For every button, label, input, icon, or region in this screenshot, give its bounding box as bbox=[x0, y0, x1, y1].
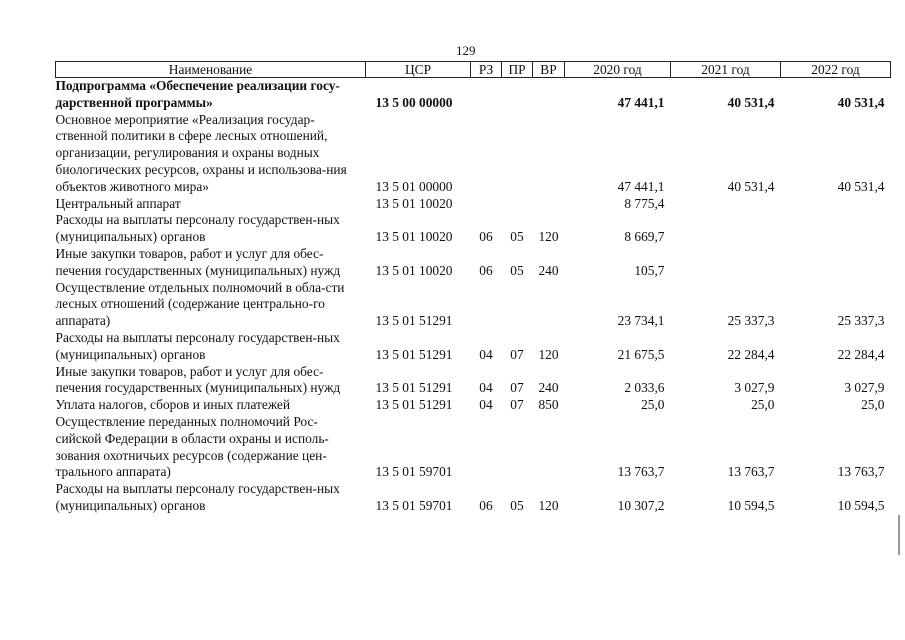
cell-pr bbox=[502, 414, 533, 481]
cell-2021: 25,0 bbox=[751, 397, 775, 413]
table-row bbox=[56, 397, 891, 414]
cell-2021: 40 531,4 bbox=[727, 94, 775, 110]
cell-2022: 22 284,4 bbox=[837, 346, 885, 362]
cell-pr: 05 bbox=[510, 262, 524, 278]
cell-2021: 13 763,7 bbox=[727, 464, 775, 480]
cell-csr: 13 5 01 59701 bbox=[375, 464, 453, 480]
cell-rz bbox=[471, 414, 502, 481]
cell-2021: 40 531,4 bbox=[727, 178, 775, 194]
cell-name: Уплата налогов, сборов и иных платежей bbox=[55, 397, 291, 413]
cell-csr: 13 5 01 59701 bbox=[375, 497, 453, 513]
header-rz: РЗ bbox=[471, 62, 502, 78]
cell-name: Основное мероприятие «Реализация государ-ственной политики в сфере лесных отношений, организации, регулирования и охраны водных биологических ресурсов, охраны и использова-ния объектов животного мира» bbox=[55, 111, 347, 194]
cell-2022: 3 027,9 bbox=[844, 380, 885, 396]
cell-2021: 10 594,5 bbox=[727, 497, 775, 513]
cell-csr: 13 5 01 10020 bbox=[375, 229, 453, 245]
table-row bbox=[56, 246, 891, 280]
cell-name: Расходы на выплаты персоналу государствен-ных (муниципальных) органов bbox=[55, 212, 340, 245]
cell-2021: 22 284,4 bbox=[727, 346, 775, 362]
cell-vr bbox=[533, 196, 565, 213]
scan-edge-mark bbox=[898, 515, 900, 555]
table-row bbox=[56, 364, 891, 398]
cell-pr: 07 bbox=[510, 380, 524, 396]
cell-rz bbox=[471, 280, 502, 330]
cell-vr bbox=[533, 414, 565, 481]
table-row bbox=[56, 78, 891, 112]
header-vr: ВР bbox=[533, 62, 565, 78]
cell-2022: 25 337,3 bbox=[837, 313, 885, 329]
cell-pr: 07 bbox=[510, 346, 524, 362]
cell-vr: 120 bbox=[538, 497, 559, 513]
table-row bbox=[56, 280, 891, 330]
cell-csr: 13 5 01 51291 bbox=[375, 397, 453, 413]
cell-2022: 25,0 bbox=[861, 397, 885, 413]
cell-pr bbox=[502, 78, 533, 112]
cell-2020: 8 669,7 bbox=[624, 229, 665, 245]
page-number: 129 bbox=[456, 43, 476, 58]
table-row bbox=[56, 112, 891, 196]
cell-pr: 05 bbox=[510, 229, 524, 245]
cell-name: Расходы на выплаты персоналу государствен-ных (муниципальных) органов bbox=[55, 329, 340, 362]
header-pr: ПР bbox=[502, 62, 533, 78]
cell-2020: 23 734,1 bbox=[617, 313, 665, 329]
cell-name: Осуществление отдельных полномочий в обла-сти лесных отношений (содержание центрально-го аппарата) bbox=[55, 279, 345, 329]
cell-2021 bbox=[671, 246, 781, 280]
cell-vr bbox=[533, 280, 565, 330]
cell-rz: 06 bbox=[479, 262, 493, 278]
cell-csr: 13 5 01 10020 bbox=[375, 262, 453, 278]
cell-name: Центральный аппарат bbox=[55, 195, 181, 211]
cell-name: Иные закупки товаров, работ и услуг для обес-печения государственных (муниципальных) нужд bbox=[55, 245, 341, 278]
cell-rz: 06 bbox=[479, 497, 493, 513]
cell-2020: 25,0 bbox=[641, 397, 665, 413]
cell-rz bbox=[471, 112, 502, 196]
cell-vr: 240 bbox=[538, 380, 559, 396]
cell-pr bbox=[502, 280, 533, 330]
cell-2020: 47 441,1 bbox=[617, 178, 665, 194]
cell-2020: 21 675,5 bbox=[617, 346, 665, 362]
cell-2022 bbox=[781, 212, 891, 246]
cell-csr: 13 5 01 00000 bbox=[375, 178, 453, 194]
table-row bbox=[56, 481, 891, 515]
cell-vr: 850 bbox=[538, 397, 559, 413]
cell-rz bbox=[471, 196, 502, 213]
cell-vr: 240 bbox=[538, 262, 559, 278]
cell-pr: 05 bbox=[510, 497, 524, 513]
cell-csr: 13 5 01 10020 bbox=[375, 195, 453, 211]
cell-rz: 06 bbox=[479, 229, 493, 245]
header-csr: ЦСР bbox=[366, 62, 471, 78]
cell-name: Подпрограмма «Обеспечение реализации госу-дарственной программы» bbox=[55, 78, 340, 110]
cell-2020: 10 307,2 bbox=[617, 497, 665, 513]
table-row bbox=[56, 330, 891, 364]
cell-csr: 13 5 01 51291 bbox=[375, 346, 453, 362]
cell-2020: 47 441,1 bbox=[617, 94, 665, 110]
cell-2022: 10 594,5 bbox=[837, 497, 885, 513]
cell-2020: 2 033,6 bbox=[624, 380, 665, 396]
header-row bbox=[56, 62, 891, 78]
cell-2021 bbox=[671, 196, 781, 213]
cell-2022: 13 763,7 bbox=[837, 464, 885, 480]
cell-vr: 120 bbox=[538, 229, 559, 245]
cell-rz bbox=[471, 78, 502, 112]
cell-pr: 07 bbox=[510, 397, 524, 413]
cell-2022: 40 531,4 bbox=[837, 94, 885, 110]
cell-rz: 04 bbox=[479, 346, 493, 362]
cell-name: Осуществление переданных полномочий Рос-сийской Федерации в области охраны и исполь-зования охотничьих ресурсов (содержание цен-трального аппарата) bbox=[55, 413, 329, 480]
cell-2022 bbox=[781, 246, 891, 280]
cell-vr: 120 bbox=[538, 346, 559, 362]
table-row bbox=[56, 196, 891, 213]
cell-vr bbox=[533, 78, 565, 112]
cell-vr bbox=[533, 112, 565, 196]
budget-table bbox=[55, 61, 891, 515]
cell-name: Иные закупки товаров, работ и услуг для обес-печения государственных (муниципальных) нужд bbox=[55, 363, 341, 396]
cell-2022: 40 531,4 bbox=[837, 178, 885, 194]
header-2020: 2020 год bbox=[565, 62, 671, 78]
cell-2020: 8 775,4 bbox=[624, 195, 665, 211]
cell-2020: 105,7 bbox=[634, 262, 665, 278]
cell-csr: 13 5 00 00000 bbox=[375, 94, 453, 110]
cell-csr: 13 5 01 51291 bbox=[375, 313, 453, 329]
cell-csr: 13 5 01 51291 bbox=[375, 380, 453, 396]
cell-pr bbox=[502, 112, 533, 196]
header-2021: 2021 год bbox=[671, 62, 781, 78]
cell-rz: 04 bbox=[479, 380, 493, 396]
table-row bbox=[56, 212, 891, 246]
cell-2022 bbox=[781, 196, 891, 213]
cell-rz: 04 bbox=[479, 397, 493, 413]
cell-2020: 13 763,7 bbox=[617, 464, 665, 480]
cell-2021: 3 027,9 bbox=[734, 380, 775, 396]
header-name: Наименование bbox=[56, 62, 366, 78]
cell-2021: 25 337,3 bbox=[727, 313, 775, 329]
table-row bbox=[56, 414, 891, 481]
header-2022: 2022 год bbox=[781, 62, 891, 78]
cell-pr bbox=[502, 196, 533, 213]
cell-2021 bbox=[671, 212, 781, 246]
cell-name: Расходы на выплаты персоналу государствен-ных (муниципальных) органов bbox=[55, 481, 340, 513]
